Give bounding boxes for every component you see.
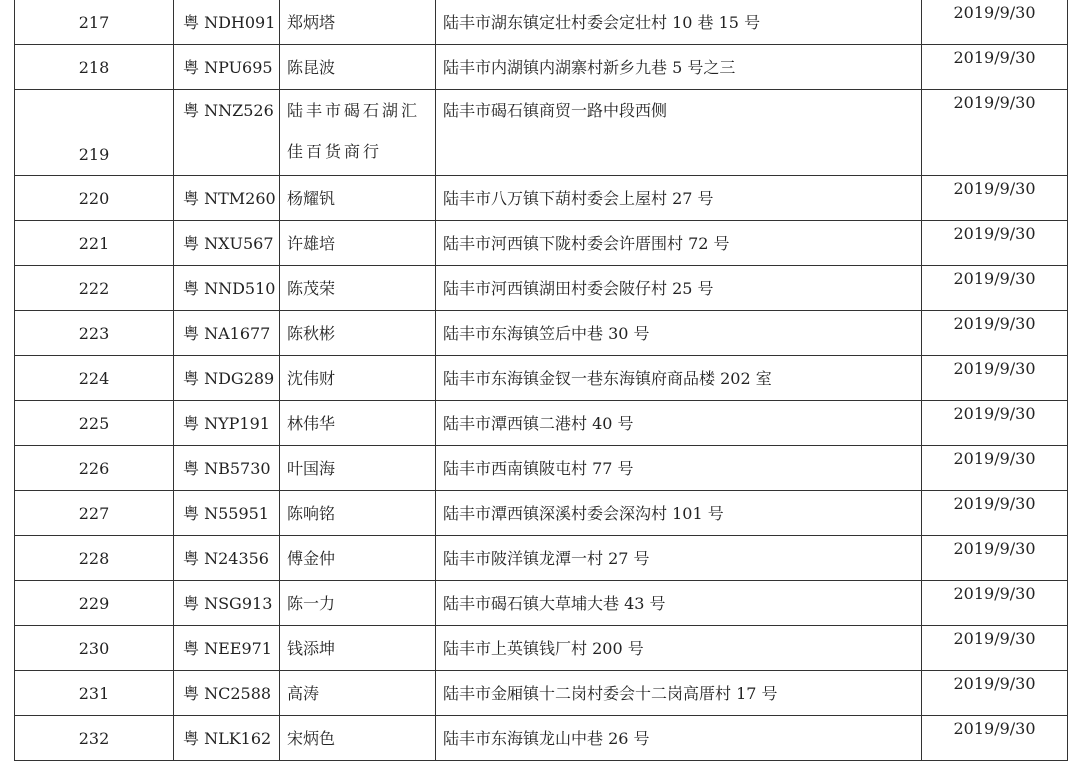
table-row — [15, 176, 1068, 221]
table-row — [15, 716, 1068, 761]
table-row — [15, 491, 1068, 536]
owner-name: 宋炳色 — [280, 716, 436, 761]
owner-address: 陆丰市西南镇陂屯村 77 号 — [436, 446, 922, 491]
row-number: 217 — [15, 0, 174, 45]
row-number: 222 — [15, 266, 174, 311]
record-date: 2019/9/30 — [922, 716, 1068, 761]
owner-name — [280, 90, 436, 176]
record-date: 2019/9/30 — [922, 401, 1068, 446]
plate-number: 粤 N24356 — [174, 536, 280, 581]
row-number: 220 — [15, 176, 174, 221]
table-row — [15, 671, 1068, 716]
plate-number: 粤 N55951 — [174, 491, 280, 536]
plate-number: 粤 NNZ526 — [174, 90, 280, 176]
owner-name: 杨耀钒 — [280, 176, 436, 221]
table-row — [15, 266, 1068, 311]
owner-name: 傅金仲 — [280, 536, 436, 581]
record-date: 2019/9/30 — [922, 266, 1068, 311]
owner-address: 陆丰市东海镇笠后中巷 30 号 — [436, 311, 922, 356]
row-number: 223 — [15, 311, 174, 356]
owner-address: 陆丰市陂洋镇龙潭一村 27 号 — [436, 536, 922, 581]
owner-address: 陆丰市潭西镇二港村 40 号 — [436, 401, 922, 446]
table-row — [15, 45, 1068, 90]
record-date: 2019/9/30 — [922, 176, 1068, 221]
record-date: 2019/9/30 — [922, 45, 1068, 90]
plate-number: 粤 NSG913 — [174, 581, 280, 626]
row-number: 219 — [15, 90, 174, 176]
record-date: 2019/9/30 — [922, 491, 1068, 536]
vehicle-owner-table — [14, 0, 1068, 761]
row-number: 221 — [15, 221, 174, 266]
plate-number: 粤 NPU695 — [174, 45, 280, 90]
owner-name: 沈伟财 — [280, 356, 436, 401]
owner-name: 郑炳塔 — [280, 0, 436, 45]
record-date: 2019/9/30 — [922, 626, 1068, 671]
record-date: 2019/9/30 — [922, 90, 1068, 176]
plate-number: 粤 NA1677 — [174, 311, 280, 356]
owner-name: 叶国海 — [280, 446, 436, 491]
owner-address: 陆丰市河西镇下陇村委会许厝围村 72 号 — [436, 221, 922, 266]
owner-address: 陆丰市金厢镇十二岗村委会十二岗高厝村 17 号 — [436, 671, 922, 716]
row-number: 225 — [15, 401, 174, 446]
owner-name: 陈响铭 — [280, 491, 436, 536]
table-row — [15, 90, 1068, 176]
table-row — [15, 221, 1068, 266]
plate-number: 粤 NB5730 — [174, 446, 280, 491]
owner-address: 陆丰市东海镇金钗一巷东海镇府商品楼 202 室 — [436, 356, 922, 401]
table-row — [15, 311, 1068, 356]
table-row — [15, 446, 1068, 491]
owner-address: 陆丰市上英镇钱厂村 200 号 — [436, 626, 922, 671]
table-row — [15, 536, 1068, 581]
table-row — [15, 401, 1068, 446]
owner-name: 高涛 — [280, 671, 436, 716]
owner-name: 林伟华 — [280, 401, 436, 446]
owner-address: 陆丰市八万镇下葫村委会上屋村 27 号 — [436, 176, 922, 221]
owner-name: 许雄培 — [280, 221, 436, 266]
record-date: 2019/9/30 — [922, 221, 1068, 266]
owner-address: 陆丰市内湖镇内湖寨村新乡九巷 5 号之三 — [436, 45, 922, 90]
record-date: 2019/9/30 — [922, 356, 1068, 401]
plate-number: 粤 NXU567 — [174, 221, 280, 266]
owner-address: 陆丰市碣石镇商贸一路中段西侧 — [436, 90, 922, 176]
plate-number: 粤 NEE971 — [174, 626, 280, 671]
row-number: 224 — [15, 356, 174, 401]
plate-number: 粤 NDG289 — [174, 356, 280, 401]
record-date: 2019/9/30 — [922, 0, 1068, 45]
owner-address: 陆丰市潭西镇深溪村委会深沟村 101 号 — [436, 491, 922, 536]
owner-name: 陈一力 — [280, 581, 436, 626]
row-number: 228 — [15, 536, 174, 581]
row-number: 229 — [15, 581, 174, 626]
record-date: 2019/9/30 — [922, 581, 1068, 626]
owner-address: 陆丰市湖东镇定壮村委会定壮村 10 巷 15 号 — [436, 0, 922, 45]
row-number: 232 — [15, 716, 174, 761]
owner-name: 陈茂荣 — [280, 266, 436, 311]
record-date: 2019/9/30 — [922, 536, 1068, 581]
record-date: 2019/9/30 — [922, 671, 1068, 716]
plate-number: 粤 NND510 — [174, 266, 280, 311]
table-row — [15, 581, 1068, 626]
record-date: 2019/9/30 — [922, 446, 1068, 491]
plate-number: 粤 NC2588 — [174, 671, 280, 716]
plate-number: 粤 NDH091 — [174, 0, 280, 45]
table-row — [15, 626, 1068, 671]
plate-number: 粤 NLK162 — [174, 716, 280, 761]
owner-address: 陆丰市碣石镇大草埔大巷 43 号 — [436, 581, 922, 626]
owner-name-line-1: 陆丰市碣石湖汇 — [287, 101, 421, 120]
plate-number: 粤 NTM260 — [174, 176, 280, 221]
owner-address: 陆丰市东海镇龙山中巷 26 号 — [436, 716, 922, 761]
owner-name: 钱添坤 — [280, 626, 436, 671]
owner-address: 陆丰市河西镇湖田村委会陂仔村 25 号 — [436, 266, 922, 311]
owner-name: 陈秋彬 — [280, 311, 436, 356]
owner-name-line-2: 佳百货商行 — [287, 142, 383, 161]
table-row — [15, 0, 1068, 45]
table-row — [15, 356, 1068, 401]
row-number: 218 — [15, 45, 174, 90]
row-number: 226 — [15, 446, 174, 491]
record-date: 2019/9/30 — [922, 311, 1068, 356]
row-number: 227 — [15, 491, 174, 536]
row-number: 230 — [15, 626, 174, 671]
plate-number: 粤 NYP191 — [174, 401, 280, 446]
owner-name: 陈昆波 — [280, 45, 436, 90]
row-number: 231 — [15, 671, 174, 716]
